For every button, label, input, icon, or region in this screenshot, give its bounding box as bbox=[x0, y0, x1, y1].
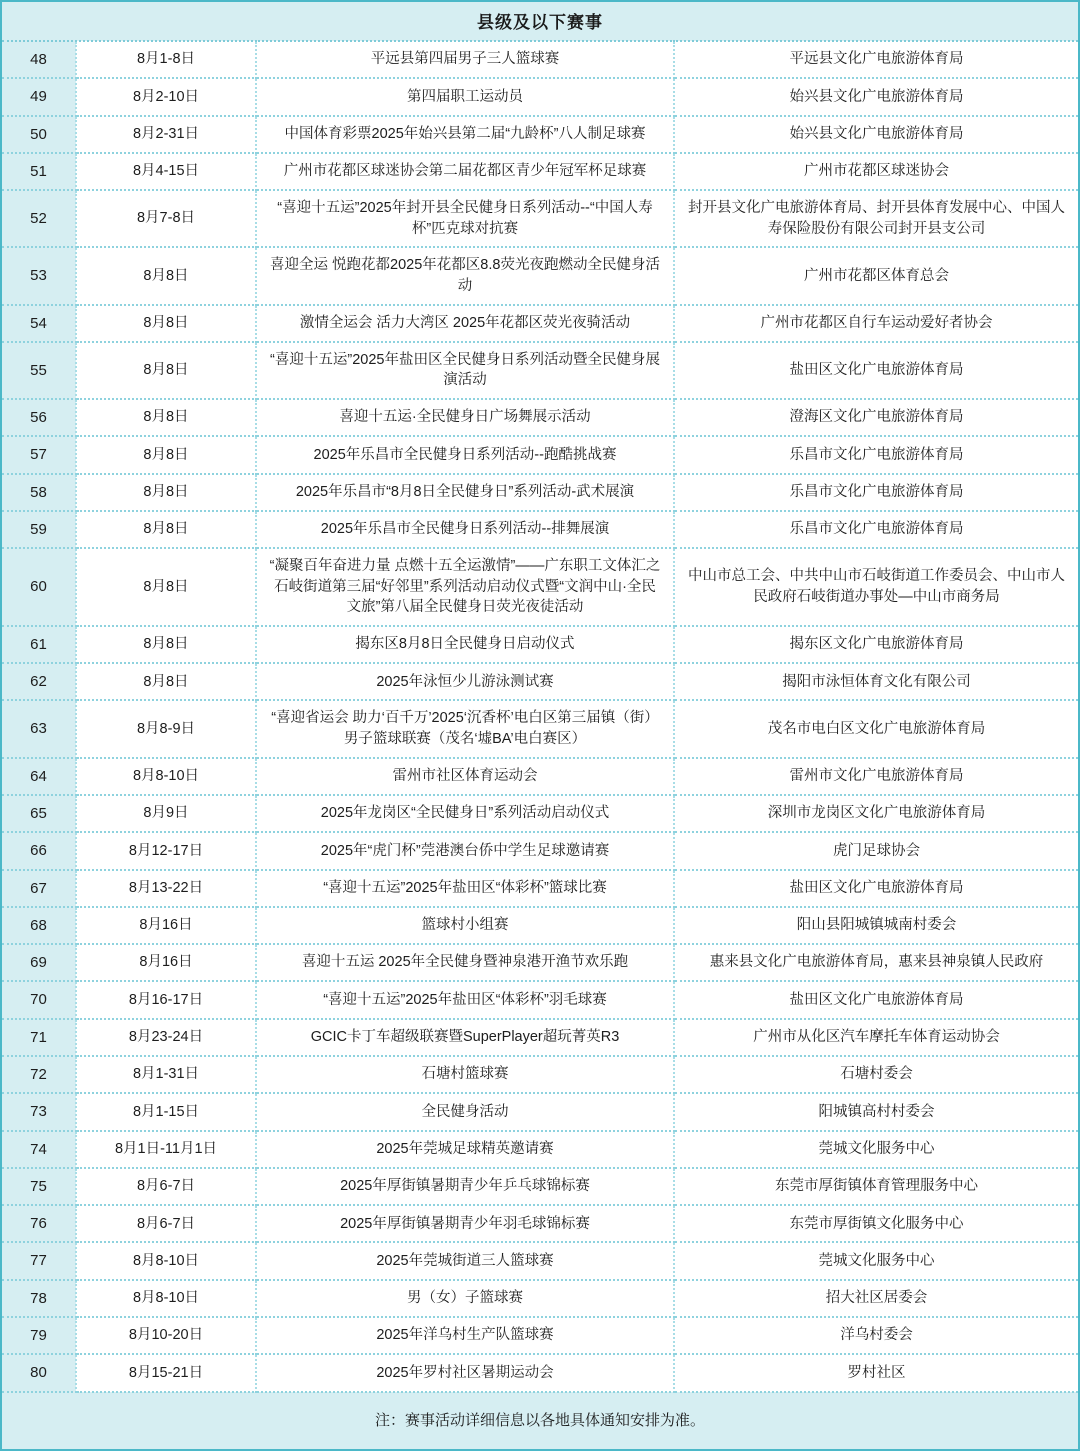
table-row bbox=[1, 870, 1079, 907]
row-number: 64 bbox=[1, 758, 76, 795]
row-event-name: 男（女）子篮球赛 bbox=[256, 1280, 674, 1317]
row-date: 8月23-24日 bbox=[76, 1019, 256, 1056]
row-number: 59 bbox=[1, 511, 76, 548]
row-organizer: 盐田区文化广电旅游体育局 bbox=[674, 870, 1079, 907]
row-event-name: 2025年厚街镇暑期青少年乒乓球锦标赛 bbox=[256, 1168, 674, 1205]
row-number: 56 bbox=[1, 399, 76, 436]
table-title-row bbox=[1, 1, 1079, 41]
table-row bbox=[1, 1168, 1079, 1205]
row-number: 78 bbox=[1, 1280, 76, 1317]
row-number: 49 bbox=[1, 78, 76, 115]
table-row bbox=[1, 78, 1079, 115]
row-number: 80 bbox=[1, 1354, 76, 1391]
row-organizer: 石塘村委会 bbox=[674, 1056, 1079, 1093]
row-event-name: “喜迎十五运”2025年盐田区“体彩杯”羽毛球赛 bbox=[256, 981, 674, 1018]
row-event-name: 2025年“虎门杯”莞港澳台侨中学生足球邀请赛 bbox=[256, 832, 674, 869]
row-event-name: 2025年厚街镇暑期青少年羽毛球锦标赛 bbox=[256, 1205, 674, 1242]
row-number: 72 bbox=[1, 1056, 76, 1093]
row-date: 8月1-31日 bbox=[76, 1056, 256, 1093]
row-number: 57 bbox=[1, 436, 76, 473]
row-organizer: 澄海区文化广电旅游体育局 bbox=[674, 399, 1079, 436]
row-organizer: 封开县文化广电旅游体育局、封开县体育发展中心、中国人寿保险股份有限公司封开县支公司 bbox=[674, 190, 1079, 247]
row-number: 70 bbox=[1, 981, 76, 1018]
row-event-name: “喜迎十五运”2025年盐田区“体彩杯”篮球比赛 bbox=[256, 870, 674, 907]
row-event-name: “喜迎省运会 助力‘百千万’2025‘沉香杯’电白区第三届镇（街）男子篮球联赛（茂名‘墟BA’电白赛区） bbox=[256, 700, 674, 757]
row-date: 8月8-10日 bbox=[76, 1242, 256, 1279]
row-number: 61 bbox=[1, 626, 76, 663]
row-date: 8月1-15日 bbox=[76, 1093, 256, 1130]
footer-note: 注：赛事活动详细信息以各地具体通知安排为准。 bbox=[1, 1392, 1079, 1450]
row-number: 60 bbox=[1, 548, 76, 626]
row-date: 8月13-22日 bbox=[76, 870, 256, 907]
table-row bbox=[1, 305, 1079, 342]
row-date: 8月2-31日 bbox=[76, 116, 256, 153]
row-date: 8月8-9日 bbox=[76, 700, 256, 757]
table-row bbox=[1, 116, 1079, 153]
table-row bbox=[1, 795, 1079, 832]
row-date: 8月10-20日 bbox=[76, 1317, 256, 1354]
row-number: 53 bbox=[1, 247, 76, 304]
row-event-name: “喜迎十五运”2025年封开县全民健身日系列活动--“中国人寿杯”匹克球对抗赛 bbox=[256, 190, 674, 247]
row-organizer: 广州市花都区自行车运动爱好者协会 bbox=[674, 305, 1079, 342]
row-date: 8月8日 bbox=[76, 247, 256, 304]
table-row bbox=[1, 1242, 1079, 1279]
row-number: 54 bbox=[1, 305, 76, 342]
row-organizer: 阳城镇高村村委会 bbox=[674, 1093, 1079, 1130]
row-organizer: 莞城文化服务中心 bbox=[674, 1131, 1079, 1168]
row-number: 52 bbox=[1, 190, 76, 247]
row-event-name: 雷州市社区体育运动会 bbox=[256, 758, 674, 795]
row-organizer: 东莞市厚街镇文化服务中心 bbox=[674, 1205, 1079, 1242]
row-number: 62 bbox=[1, 663, 76, 700]
row-date: 8月6-7日 bbox=[76, 1205, 256, 1242]
row-number: 55 bbox=[1, 342, 76, 399]
row-date: 8月16日 bbox=[76, 944, 256, 981]
row-organizer: 盐田区文化广电旅游体育局 bbox=[674, 981, 1079, 1018]
row-date: 8月1日-11月1日 bbox=[76, 1131, 256, 1168]
table-row bbox=[1, 944, 1079, 981]
table-row bbox=[1, 626, 1079, 663]
row-number: 65 bbox=[1, 795, 76, 832]
row-organizer: 揭阳市泳恒体育文化有限公司 bbox=[674, 663, 1079, 700]
row-event-name: “凝聚百年奋进力量 点燃十五全运激情”——广东职工文体汇之石岐街道第三届“好邻里”系列活动启动仪式暨“文润中山·全民文旅”第八届全民健身日荧光夜徒活动 bbox=[256, 548, 674, 626]
row-number: 67 bbox=[1, 870, 76, 907]
row-date: 8月8日 bbox=[76, 626, 256, 663]
row-event-name: 激情全运会 活力大湾区 2025年花都区荧光夜骑活动 bbox=[256, 305, 674, 342]
row-organizer: 揭东区文化广电旅游体育局 bbox=[674, 626, 1079, 663]
row-number: 77 bbox=[1, 1242, 76, 1279]
row-organizer: 惠来县文化广电旅游体育局，惠来县神泉镇人民政府 bbox=[674, 944, 1079, 981]
row-number: 69 bbox=[1, 944, 76, 981]
row-event-name: 喜迎十五运 2025年全民健身暨神泉港开渔节欢乐跑 bbox=[256, 944, 674, 981]
row-organizer: 茂名市电白区文化广电旅游体育局 bbox=[674, 700, 1079, 757]
row-date: 8月8日 bbox=[76, 305, 256, 342]
row-date: 8月8-10日 bbox=[76, 1280, 256, 1317]
row-event-name: 2025年罗村社区暑期运动会 bbox=[256, 1354, 674, 1391]
row-event-name: 揭东区8月8日全民健身日启动仪式 bbox=[256, 626, 674, 663]
row-event-name: 篮球村小组赛 bbox=[256, 907, 674, 944]
row-organizer: 洋乌村委会 bbox=[674, 1317, 1079, 1354]
table-row bbox=[1, 342, 1079, 399]
row-date: 8月1-8日 bbox=[76, 41, 256, 78]
table-row bbox=[1, 1354, 1079, 1391]
table-row bbox=[1, 436, 1079, 473]
table-row bbox=[1, 190, 1079, 247]
table-row bbox=[1, 758, 1079, 795]
row-event-name: 喜迎全运 悦跑花都2025年花都区8.8荧光夜跑燃动全民健身活动 bbox=[256, 247, 674, 304]
table-row bbox=[1, 474, 1079, 511]
table-row bbox=[1, 41, 1079, 78]
row-organizer: 广州市花都区体育总会 bbox=[674, 247, 1079, 304]
table-row bbox=[1, 663, 1079, 700]
row-event-name: 2025年洋乌村生产队篮球赛 bbox=[256, 1317, 674, 1354]
table-row bbox=[1, 548, 1079, 626]
table-title: 县级及以下赛事 bbox=[1, 1, 1079, 41]
row-number: 75 bbox=[1, 1168, 76, 1205]
row-date: 8月2-10日 bbox=[76, 78, 256, 115]
row-number: 79 bbox=[1, 1317, 76, 1354]
row-event-name: 2025年莞城足球精英邀请赛 bbox=[256, 1131, 674, 1168]
table-row bbox=[1, 1056, 1079, 1093]
table-row bbox=[1, 1280, 1079, 1317]
row-organizer: 阳山县阳城镇城南村委会 bbox=[674, 907, 1079, 944]
row-organizer: 始兴县文化广电旅游体育局 bbox=[674, 116, 1079, 153]
row-event-name: 石塘村篮球赛 bbox=[256, 1056, 674, 1093]
table-row bbox=[1, 1093, 1079, 1130]
table-row bbox=[1, 907, 1079, 944]
row-date: 8月8日 bbox=[76, 511, 256, 548]
row-date: 8月8日 bbox=[76, 399, 256, 436]
row-number: 48 bbox=[1, 41, 76, 78]
row-event-name: “喜迎十五运”2025年盐田区全民健身日系列活动暨全民健身展演活动 bbox=[256, 342, 674, 399]
row-event-name: 2025年乐昌市全民健身日系列活动--排舞展演 bbox=[256, 511, 674, 548]
row-number: 71 bbox=[1, 1019, 76, 1056]
table-footer-row bbox=[1, 1392, 1079, 1450]
row-event-name: 全民健身活动 bbox=[256, 1093, 674, 1130]
table-row bbox=[1, 247, 1079, 304]
row-date: 8月16-17日 bbox=[76, 981, 256, 1018]
row-organizer: 深圳市龙岗区文化广电旅游体育局 bbox=[674, 795, 1079, 832]
table-row bbox=[1, 1019, 1079, 1056]
row-organizer: 虎门足球协会 bbox=[674, 832, 1079, 869]
row-date: 8月8日 bbox=[76, 474, 256, 511]
row-event-name: GCIC卡丁车超级联赛暨SuperPlayer超玩菁英R3 bbox=[256, 1019, 674, 1056]
table-row bbox=[1, 1317, 1079, 1354]
row-event-name: 广州市花都区球迷协会第二届花都区青少年冠军杯足球赛 bbox=[256, 153, 674, 190]
row-date: 8月8日 bbox=[76, 436, 256, 473]
row-number: 76 bbox=[1, 1205, 76, 1242]
row-organizer: 东莞市厚街镇体育管理服务中心 bbox=[674, 1168, 1079, 1205]
table-row bbox=[1, 981, 1079, 1018]
row-organizer: 罗村社区 bbox=[674, 1354, 1079, 1391]
row-date: 8月7-8日 bbox=[76, 190, 256, 247]
table-row bbox=[1, 399, 1079, 436]
row-event-name: 喜迎十五运·全民健身日广场舞展示活动 bbox=[256, 399, 674, 436]
row-date: 8月8日 bbox=[76, 663, 256, 700]
row-date: 8月9日 bbox=[76, 795, 256, 832]
table-row bbox=[1, 1205, 1079, 1242]
row-organizer: 盐田区文化广电旅游体育局 bbox=[674, 342, 1079, 399]
row-event-name: 2025年龙岗区“全民健身日”系列活动启动仪式 bbox=[256, 795, 674, 832]
row-date: 8月8日 bbox=[76, 548, 256, 626]
row-date: 8月4-15日 bbox=[76, 153, 256, 190]
row-event-name: 中国体育彩票2025年始兴县第二届“九龄杯”八人制足球赛 bbox=[256, 116, 674, 153]
row-organizer: 乐昌市文化广电旅游体育局 bbox=[674, 436, 1079, 473]
row-date: 8月15-21日 bbox=[76, 1354, 256, 1391]
row-organizer: 中山市总工会、中共中山市石岐街道工作委员会、中山市人民政府石岐街道办事处—中山市商务局 bbox=[674, 548, 1079, 626]
table-row bbox=[1, 832, 1079, 869]
row-number: 68 bbox=[1, 907, 76, 944]
row-number: 66 bbox=[1, 832, 76, 869]
row-number: 74 bbox=[1, 1131, 76, 1168]
row-number: 50 bbox=[1, 116, 76, 153]
row-number: 73 bbox=[1, 1093, 76, 1130]
row-organizer: 招大社区居委会 bbox=[674, 1280, 1079, 1317]
row-event-name: 2025年乐昌市全民健身日系列活动--跑酷挑战赛 bbox=[256, 436, 674, 473]
row-organizer: 始兴县文化广电旅游体育局 bbox=[674, 78, 1079, 115]
row-number: 51 bbox=[1, 153, 76, 190]
row-organizer: 乐昌市文化广电旅游体育局 bbox=[674, 511, 1079, 548]
row-date: 8月8-10日 bbox=[76, 758, 256, 795]
row-organizer: 莞城文化服务中心 bbox=[674, 1242, 1079, 1279]
row-number: 58 bbox=[1, 474, 76, 511]
row-organizer: 乐昌市文化广电旅游体育局 bbox=[674, 474, 1079, 511]
table-row bbox=[1, 1131, 1079, 1168]
row-date: 8月16日 bbox=[76, 907, 256, 944]
row-date: 8月8日 bbox=[76, 342, 256, 399]
row-date: 8月6-7日 bbox=[76, 1168, 256, 1205]
row-event-name: 2025年莞城街道三人篮球赛 bbox=[256, 1242, 674, 1279]
row-event-name: 第四届职工运动员 bbox=[256, 78, 674, 115]
table-row bbox=[1, 700, 1079, 757]
row-event-name: 平远县第四届男子三人篮球赛 bbox=[256, 41, 674, 78]
row-organizer: 雷州市文化广电旅游体育局 bbox=[674, 758, 1079, 795]
row-event-name: 2025年泳恒少儿游泳测试赛 bbox=[256, 663, 674, 700]
row-event-name: 2025年乐昌市“8月8日全民健身日”系列活动-武术展演 bbox=[256, 474, 674, 511]
row-date: 8月12-17日 bbox=[76, 832, 256, 869]
row-organizer: 平远县文化广电旅游体育局 bbox=[674, 41, 1079, 78]
row-organizer: 广州市从化区汽车摩托车体育运动协会 bbox=[674, 1019, 1079, 1056]
table-row bbox=[1, 511, 1079, 548]
row-organizer: 广州市花都区球迷协会 bbox=[674, 153, 1079, 190]
row-number: 63 bbox=[1, 700, 76, 757]
table-row bbox=[1, 153, 1079, 190]
